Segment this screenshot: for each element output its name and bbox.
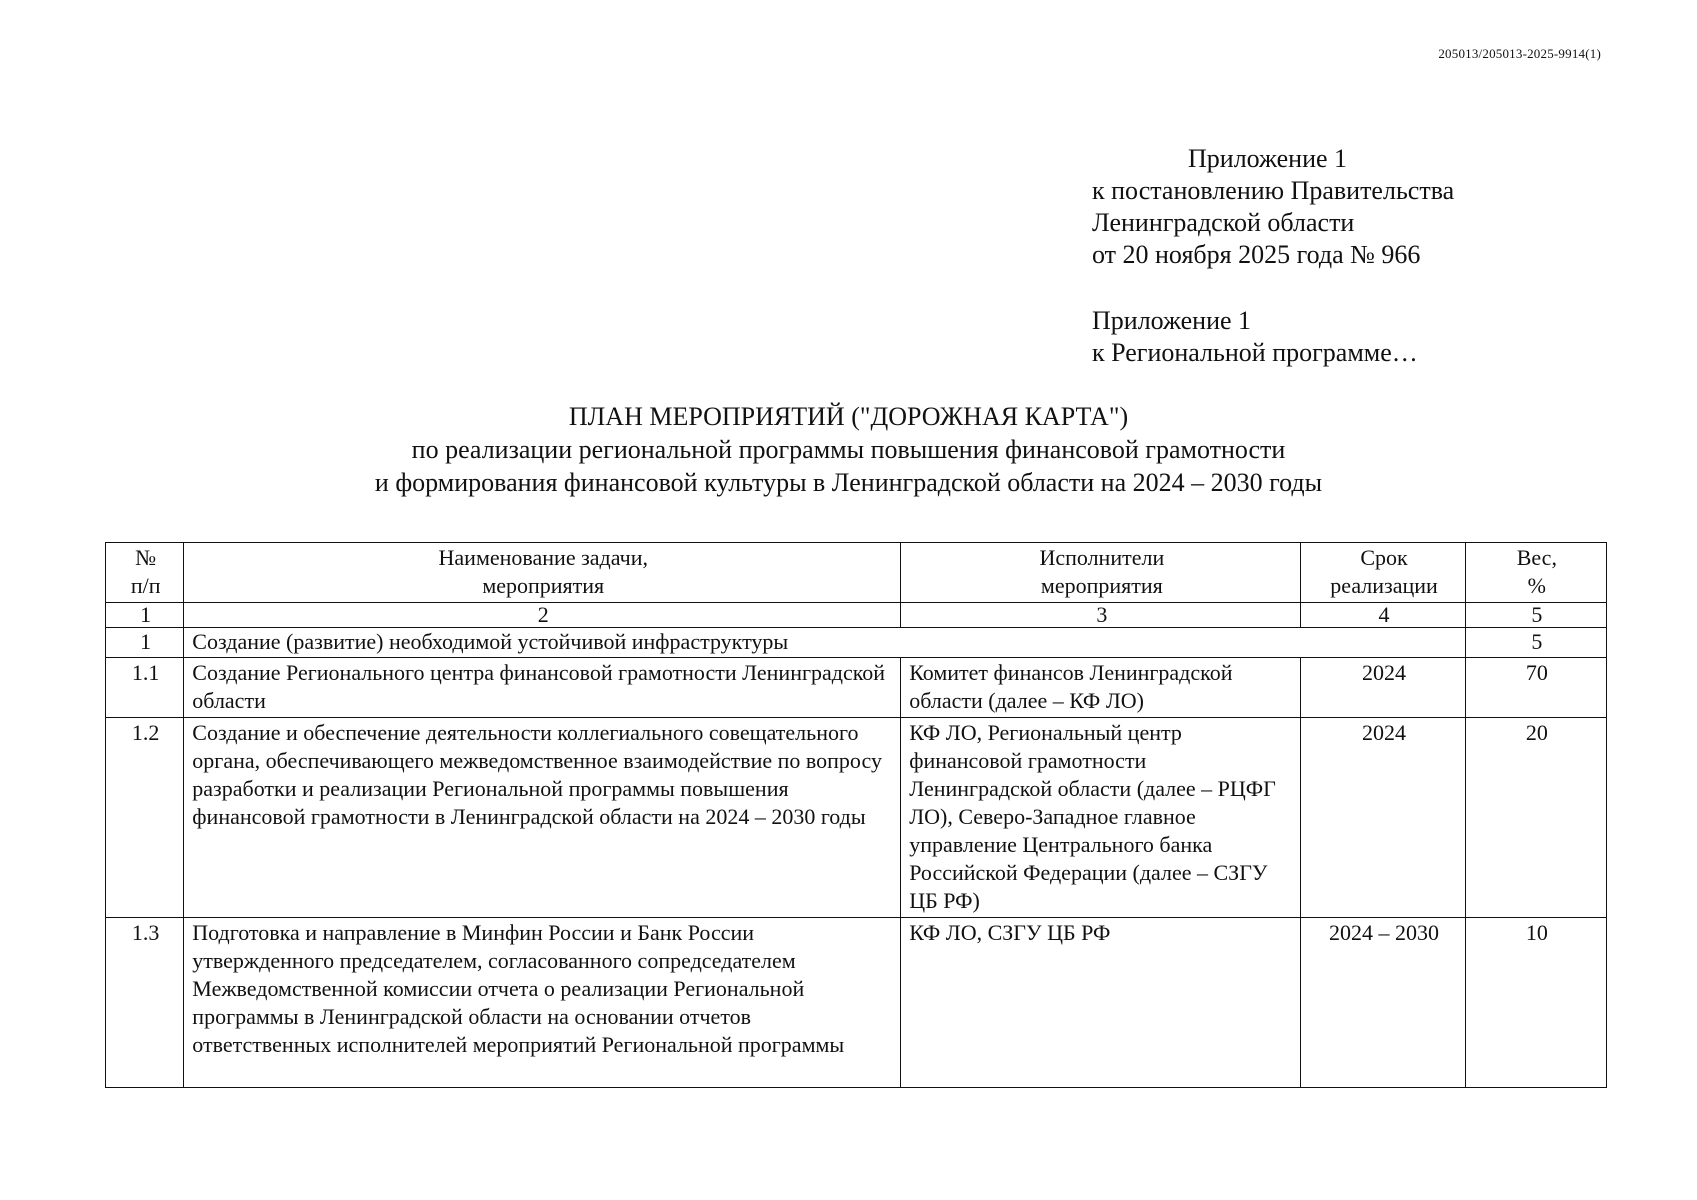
header-weight-line2: % xyxy=(1527,573,1546,598)
title-line3: и формирования финансовой культуры в Ленинградской области на 2024 – 2030 годы xyxy=(374,468,1323,497)
header-executors xyxy=(901,543,1301,603)
header-num-line1: № xyxy=(135,545,157,570)
appendix-resolution-line1: Приложение 1 xyxy=(1188,144,1348,173)
appendix-resolution-line3: Ленинградской области xyxy=(1092,208,1355,237)
row-executors: КФ ЛО, СЗГУ ЦБ РФ xyxy=(901,918,1301,1088)
column-number-row xyxy=(106,603,1607,628)
row-name: Создание Регионального центра финансовой грамотности Ленинградской области xyxy=(184,658,901,718)
document-id: 205013/205013-2025-9914(1) xyxy=(1438,46,1601,61)
row-weight: 70 xyxy=(1465,658,1606,718)
header-term xyxy=(1301,543,1465,603)
row-executors: Комитет финансов Ленинградской области (далее – КФ ЛО) xyxy=(901,658,1301,718)
table-row xyxy=(106,918,1607,1088)
header-name-line1: Наименование задачи, xyxy=(438,545,648,570)
section-row xyxy=(106,628,1607,658)
column-number: 2 xyxy=(184,603,901,628)
section-name: Создание (развитие) необходимой устойчивой инфраструктуры xyxy=(184,628,1465,658)
header-name-line2: мероприятия xyxy=(482,573,605,598)
column-number: 5 xyxy=(1465,603,1606,628)
header-executors-line1: Исполнители xyxy=(1039,545,1165,570)
row-num: 1.1 xyxy=(106,658,184,718)
section-num: 1 xyxy=(106,628,184,658)
title-line1: ПЛАН МЕРОПРИЯТИЙ ("ДОРОЖНАЯ КАРТА") xyxy=(568,402,1129,431)
appendix-resolution-line4: от 20 ноября 2025 года № 966 xyxy=(1092,240,1421,269)
appendix-resolution-block xyxy=(1092,143,1454,271)
row-weight: 10 xyxy=(1465,918,1606,1088)
row-executors: КФ ЛО, Региональный центр финансовой грамотности Ленинградской области (далее – РЦФГ ЛО), Северо-Западное главное управление Центрального банка Российской Федерации (далее – СЗГУ ЦБ РФ) xyxy=(901,718,1301,918)
title-line2: по реализации региональной программы повышения финансовой грамотности xyxy=(411,435,1286,464)
table-row xyxy=(106,658,1607,718)
appendix-resolution-line2: к постановлению Правительства xyxy=(1092,176,1455,205)
column-number: 4 xyxy=(1301,603,1465,628)
header-term-line2: реализации xyxy=(1330,573,1438,598)
appendix-program-block xyxy=(1092,305,1418,369)
header-term-line1: Срок xyxy=(1360,545,1408,570)
row-name: Подготовка и направление в Минфин России и Банк России утвержденного председателем, согласованного сопредседателем Межведомственной комиссии отчета о реализации Региональной программы в Ленинградской области на основании отчетов ответственных исполнителей мероприятий Региональной программы xyxy=(184,918,901,1088)
header-num-line2: п/п xyxy=(130,573,161,598)
header-name xyxy=(184,543,901,603)
row-num: 1.3 xyxy=(106,918,184,1088)
row-term: 2024 – 2030 xyxy=(1301,918,1465,1088)
row-name: Создание и обеспечение деятельности коллегиального совещательного органа, обеспечивающего межведомственное взаимодействие по вопросу разработки и реализации Региональной программы повышения финансовой грамотности в Ленинградской области на 2024 – 2030 годы xyxy=(184,718,901,918)
appendix-program-line1: Приложение 1 xyxy=(1092,306,1252,335)
table-header-row xyxy=(106,543,1607,603)
table-row xyxy=(106,718,1607,918)
header-weight-line1: Вес, xyxy=(1516,545,1557,570)
document-title xyxy=(0,400,1697,499)
header-executors-line2: мероприятия xyxy=(1040,573,1163,598)
column-number: 3 xyxy=(901,603,1301,628)
roadmap-table xyxy=(105,542,1607,1088)
appendix-program-line2: к Региональной программе… xyxy=(1092,338,1418,367)
column-number: 1 xyxy=(106,603,184,628)
section-weight: 5 xyxy=(1465,628,1606,658)
row-weight: 20 xyxy=(1465,718,1606,918)
row-term: 2024 xyxy=(1301,718,1465,918)
header-weight xyxy=(1465,543,1606,603)
row-term: 2024 xyxy=(1301,658,1465,718)
header-num xyxy=(106,543,184,603)
row-num: 1.2 xyxy=(106,718,184,918)
